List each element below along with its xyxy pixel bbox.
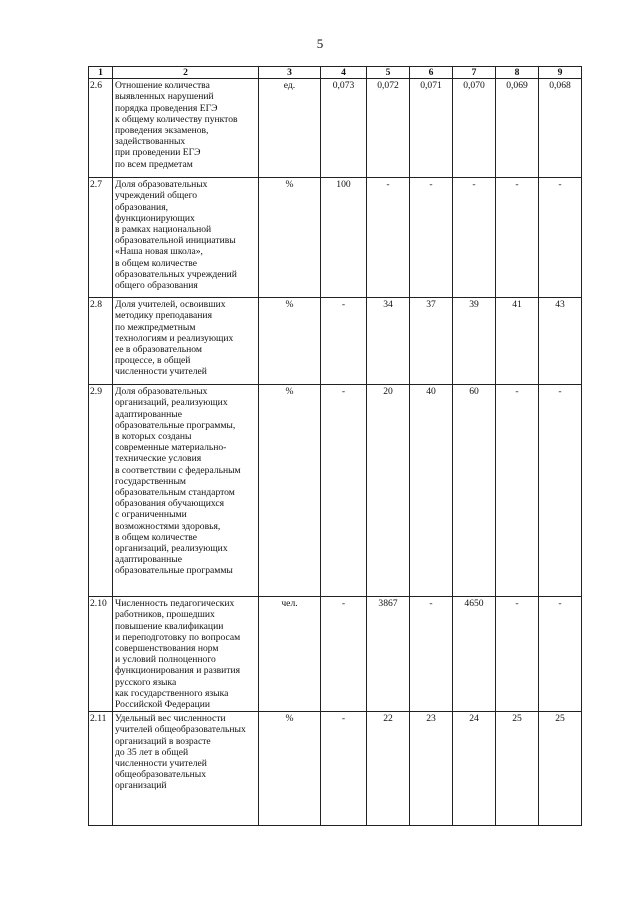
description-line: Доля учителей, освоивших	[115, 299, 226, 311]
value-cell: 3867	[367, 597, 410, 712]
description-line: образовательные программы	[115, 565, 233, 577]
description-line: как государственного языка	[115, 687, 229, 699]
description-line: современные материально-	[115, 442, 227, 454]
indicators-table	[88, 66, 582, 826]
table-row	[89, 178, 582, 298]
description-line: учреждений общего	[115, 190, 198, 202]
row-number: 2.7	[89, 178, 113, 298]
value-cell: -	[410, 178, 453, 298]
column-header: 4	[321, 67, 367, 79]
value-cell: -	[496, 385, 539, 597]
description-line: совершенствования норм	[115, 643, 219, 655]
description-line: методику преподавания	[115, 310, 212, 322]
indicator-description	[113, 79, 259, 178]
column-header: 9	[539, 67, 582, 79]
value-cell: 100	[321, 178, 367, 298]
description-line: в соответствии с федеральным	[115, 464, 241, 476]
description-line: до 35 лет в общей	[115, 746, 189, 758]
description-line: работников, прошедших	[115, 609, 215, 621]
description-line: в общем количестве	[115, 531, 197, 543]
description-line: Доля образовательных	[115, 386, 208, 398]
value-cell: 0,068	[539, 79, 582, 178]
value-cell: -	[321, 385, 367, 597]
value-cell: 43	[539, 298, 582, 385]
description-line: повышение квалификации	[115, 620, 224, 632]
value-cell: 24	[453, 712, 496, 826]
description-line: общего образования	[115, 280, 198, 292]
description-line: адаптированные	[115, 554, 182, 566]
value-cell: 25	[496, 712, 539, 826]
table-row	[89, 298, 582, 385]
value-cell: -	[453, 178, 496, 298]
value-cell: -	[539, 597, 582, 712]
value-cell: -	[367, 178, 410, 298]
description-line: организаций в возрасте	[115, 735, 211, 747]
description-line: выявленных нарушений	[115, 91, 214, 103]
description-line: русского языка	[115, 676, 177, 688]
description-line: при проведении ЕГЭ	[115, 147, 201, 159]
column-header: 3	[259, 67, 321, 79]
table-row	[89, 597, 582, 712]
description-line: «Наша новая школа»,	[115, 246, 203, 258]
indicator-description	[113, 178, 259, 298]
value-cell: 40	[410, 385, 453, 597]
description-line: организаций, реализующих	[115, 397, 228, 409]
table-row	[89, 79, 582, 178]
description-line: Удельный вес численности	[115, 713, 226, 725]
value-cell: 20	[367, 385, 410, 597]
value-cell: -	[496, 597, 539, 712]
description-line: образовательным стандартом	[115, 487, 235, 499]
value-cell: 23	[410, 712, 453, 826]
description-line: образования обучающихся	[115, 498, 225, 510]
description-line: учителей общеобразовательных	[115, 724, 246, 736]
value-cell: -	[321, 597, 367, 712]
description-line: с ограниченными	[115, 509, 187, 521]
description-line: функционирующих	[115, 212, 195, 224]
value-cell: 0,070	[453, 79, 496, 178]
unit-cell: %	[259, 298, 321, 385]
description-line: численности учителей	[115, 758, 207, 770]
table-row	[89, 385, 582, 597]
value-cell: -	[539, 385, 582, 597]
description-line: в которых созданы	[115, 431, 192, 443]
column-header: 5	[367, 67, 410, 79]
table-row	[89, 712, 582, 826]
description-line: технические условия	[115, 453, 202, 465]
value-cell: 4650	[453, 597, 496, 712]
unit-cell: %	[259, 712, 321, 826]
value-cell: 0,069	[496, 79, 539, 178]
value-cell: 41	[496, 298, 539, 385]
value-cell: -	[539, 178, 582, 298]
row-number: 2.11	[89, 712, 113, 826]
value-cell: -	[410, 597, 453, 712]
description-line: Численность педагогических	[115, 598, 235, 610]
description-line: образования,	[115, 201, 169, 213]
description-line: проведения экзаменов,	[115, 125, 209, 137]
description-line: государственным	[115, 475, 186, 487]
description-line: численности учителей	[115, 366, 207, 378]
row-number: 2.6	[89, 79, 113, 178]
header-row	[89, 67, 582, 79]
value-cell: -	[321, 712, 367, 826]
indicator-description	[113, 597, 259, 712]
page-number: 5	[316, 36, 324, 51]
description-line: в рамках национальной	[115, 224, 212, 236]
description-line: по межпредметным	[115, 321, 196, 333]
column-header: 8	[496, 67, 539, 79]
row-number: 2.8	[89, 298, 113, 385]
value-cell: 37	[410, 298, 453, 385]
description-line: ее в образовательном	[115, 344, 202, 356]
description-line: адаптированные	[115, 408, 182, 420]
unit-cell: %	[259, 385, 321, 597]
value-cell: 22	[367, 712, 410, 826]
column-header: 2	[113, 67, 259, 79]
description-line: и условий полноценного	[115, 654, 216, 666]
description-line: функционирования и развития	[115, 665, 241, 677]
description-line: в общем количестве	[115, 257, 197, 269]
description-line: процессе, в общей	[115, 355, 191, 367]
column-header: 1	[89, 67, 113, 79]
description-line: общеобразовательных	[115, 769, 206, 781]
description-line: Отношение количества	[115, 80, 210, 92]
description-line: технологиям и реализующих	[115, 332, 234, 344]
description-line: порядка проведения ЕГЭ	[115, 102, 218, 114]
value-cell: 0,073	[321, 79, 367, 178]
value-cell: 0,071	[410, 79, 453, 178]
description-line: по всем предметам	[115, 158, 193, 170]
description-line: задействованных	[115, 136, 186, 148]
indicator-description	[113, 712, 259, 826]
column-header: 7	[453, 67, 496, 79]
description-line: организаций, реализующих	[115, 543, 228, 555]
value-cell: 60	[453, 385, 496, 597]
unit-cell: чел.	[259, 597, 321, 712]
description-line: образовательных учреждений	[115, 268, 237, 280]
value-cell: -	[496, 178, 539, 298]
description-line: к общему количеству пунктов	[115, 113, 238, 125]
row-number: 2.9	[89, 385, 113, 597]
indicator-description	[113, 298, 259, 385]
value-cell: 25	[539, 712, 582, 826]
value-cell: 39	[453, 298, 496, 385]
row-number: 2.10	[89, 597, 113, 712]
description-line: Доля образовательных	[115, 179, 208, 191]
indicator-description	[113, 385, 259, 597]
value-cell: -	[321, 298, 367, 385]
unit-cell: %	[259, 178, 321, 298]
description-line: и переподготовку по вопросам	[115, 631, 241, 643]
column-header: 6	[410, 67, 453, 79]
description-line: организаций	[115, 780, 167, 792]
description-line: образовательной инициативы	[115, 235, 236, 247]
description-line: возможностями здоровья,	[115, 520, 221, 532]
description-line: Российской Федерации	[115, 699, 210, 711]
value-cell: 34	[367, 298, 410, 385]
value-cell: 0,072	[367, 79, 410, 178]
unit-cell: ед.	[259, 79, 321, 178]
description-line: образовательные программы,	[115, 419, 236, 431]
